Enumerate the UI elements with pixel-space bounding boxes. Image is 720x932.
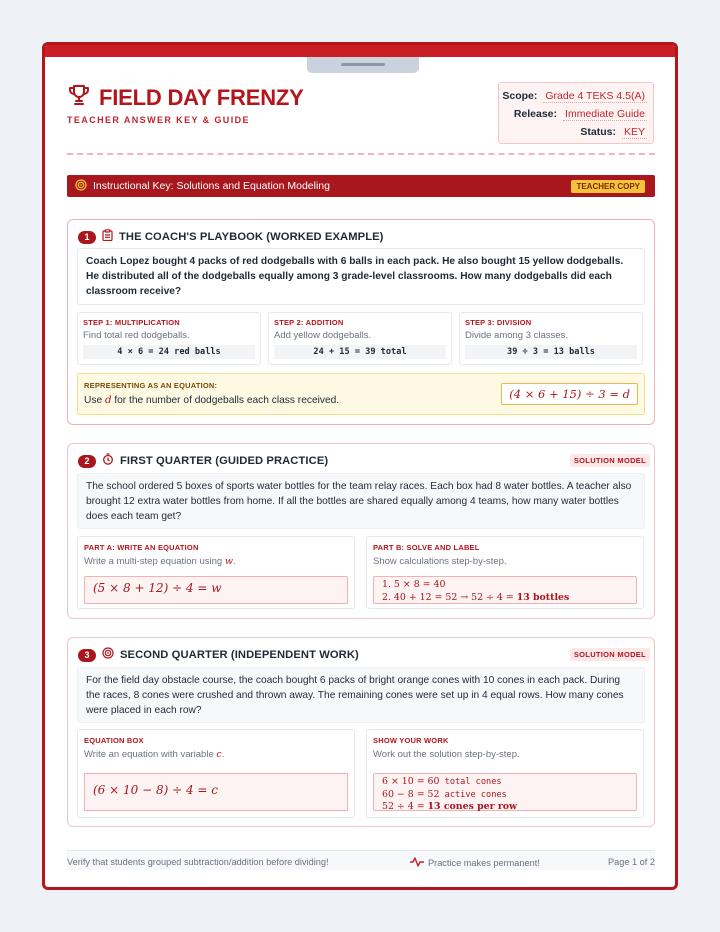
equation-box [77, 373, 645, 415]
card-header [78, 228, 384, 246]
problem-number: 2 [78, 455, 96, 468]
page-number: Page 1 of 2 [608, 857, 655, 867]
footer-note: Verify that students grouped subtraction/addition before dividing! [67, 857, 329, 867]
card-header [78, 646, 359, 664]
teacher-copy-badge: TEACHER COPY [571, 180, 645, 193]
equation-answer: (6 × 10 − 8) ÷ 4 = c [84, 773, 348, 811]
problem-card-3 [67, 637, 655, 827]
problem-number: 3 [78, 649, 96, 662]
solution-work: 6 × 10 = 60 total cones 60 − 8 = 52 active cones 52 ÷ 4 = 13 cones per row [373, 773, 637, 811]
solution-work: 1. 5 × 8 = 40 2. 40 + 12 = 52 → 52 ÷ 4 = 13 bottles [373, 576, 637, 604]
stopwatch-icon [102, 452, 114, 470]
clipboard-icon [102, 228, 113, 246]
problem-card-1 [67, 219, 655, 425]
show-your-work: SHOW YOUR WORK Work out the solution step-by-step. 6 × 10 = 60 total cones 60 − 8 = 52 active cones 52 ÷ 4 = 13 cones per row [366, 729, 644, 818]
card-heading: SECOND QUARTER (INDEPENDENT WORK) [120, 649, 359, 661]
worksheet-page [42, 42, 678, 890]
target-icon [75, 179, 87, 194]
trophy-icon [67, 83, 91, 112]
part-b-solve: PART B: SOLVE AND LABEL Show calculations step-by-step. 1. 5 × 8 = 40 2. 40 + 12 = 52 → 52 ÷ 4 = 13 bottles [366, 536, 644, 609]
card-heading: THE COACH'S PLAYBOOK (WORKED EXAMPLE) [119, 231, 384, 243]
target-icon [102, 646, 114, 664]
meta-release: Release: Immediate Guide [513, 107, 645, 120]
page-title: FIELD DAY FRENZY [99, 84, 304, 110]
step-1: STEP 1: MULTIPLICATION Find total red dodgeballs. 4 × 6 = 24 red balls [77, 312, 261, 365]
meta-scope: Scope: Grade 4 TEKS 4.5(A) [502, 89, 645, 102]
card-header [78, 452, 328, 470]
page-footer [67, 850, 655, 870]
equation-box: EQUATION BOX Write an equation with variable c. (6 × 10 − 8) ÷ 4 = c [77, 729, 355, 818]
dashed-divider [67, 153, 655, 155]
solution-model-badge: SOLUTION MODEL [570, 648, 650, 661]
equation-label: REPRESENTING AS AN EQUATION: [84, 381, 218, 390]
part-a-write-equation: PART A: WRITE AN EQUATION Write a multi-step equation using w. (5 × 8 + 12) ÷ 4 = w [77, 536, 355, 609]
footer-motto: Practice makes permanent! [410, 857, 540, 869]
top-accent-bar [45, 45, 675, 57]
banner-text: Instructional Key: Solutions and Equation Modeling [93, 180, 330, 192]
problem-text: Coach Lopez bought 4 packs of red dodgeballs with 6 balls in each pack. He also bought 15 yellow dodgeballs. He distributed all of the dodgeballs equally among 3 grade-level classrooms. How many dodgeballs did each classroom receive? [77, 248, 645, 305]
equation-answer: (5 × 8 + 12) ÷ 4 = w [84, 576, 348, 604]
instruction-banner [67, 175, 655, 197]
problem-text: For the field day obstacle course, the coach bought 6 packs of bright orange cones with 10 cones in each pack. During the races, 8 cones were crushed and thrown away. The remaining cones were set up in 4 equal rows. How many cones were placed in each row? [77, 667, 645, 723]
page-subtitle: TEACHER ANSWER KEY & GUIDE [67, 115, 250, 125]
step-3: STEP 3: DIVISION Divide among 3 classes. 39 ÷ 3 = 13 balls [459, 312, 643, 365]
meta-status: Status: KEY [580, 125, 645, 138]
equation-answer: (4 × 6 + 15) ÷ 3 = d [501, 383, 638, 405]
equation-description: Use d for the number of dodgeballs each class received. [84, 395, 340, 406]
problem-card-2 [67, 443, 655, 619]
meta-box [498, 82, 654, 144]
step-2: STEP 2: ADDITION Add yellow dodgeballs. 24 + 15 = 39 total [268, 312, 452, 365]
solution-model-badge: SOLUTION MODEL [570, 454, 650, 467]
problem-text: The school ordered 5 boxes of sports water bottles for the team relay races. Each box had 8 water bottles. A teacher also brought 12 extra water bottles from home. If all the bottles are shared equally among 4 teams, how many water bottles does each team get? [77, 473, 645, 529]
pulse-icon [410, 857, 424, 869]
title-row [67, 83, 304, 112]
clipboard-clip [307, 57, 419, 73]
problem-number: 1 [78, 231, 96, 244]
card-heading: FIRST QUARTER (GUIDED PRACTICE) [120, 455, 329, 467]
